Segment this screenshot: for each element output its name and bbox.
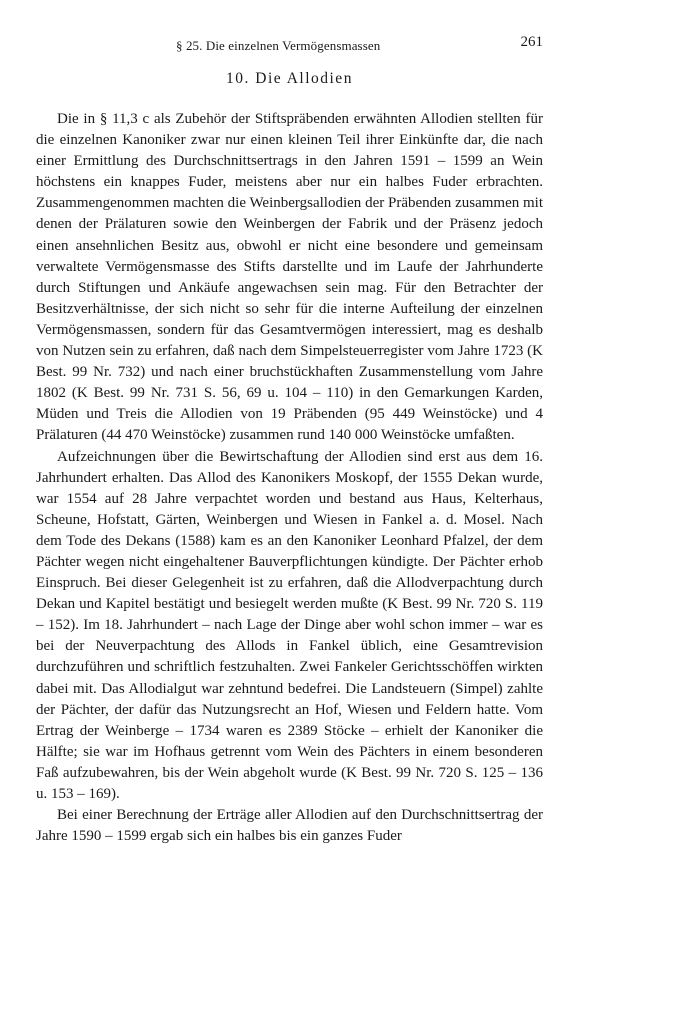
running-title: § 25. Die einzelnen Vermögensmassen (176, 38, 381, 53)
book-page (36, 30, 543, 847)
running-header (36, 30, 543, 56)
body-text (36, 109, 543, 847)
paragraph: Bei einer Berechnung der Erträge aller Allodien auf den Durchschnittsertrag der Jahre 1590 – 1599 ergab sich ein halbes bis ein ganzes Fuder (36, 807, 543, 845)
page-number: 261 (520, 34, 543, 50)
paragraph: Die in § 11,3 c als Zubehör der Stiftspräbenden erwähnten Allodien stellten für die einzelnen Kanoniker zwar nur einen kleinen Teil ihrer Einkünfte dar, die nach einer Ermittlung des Durchschnittsertrags in den Jahren 1591 – 1599 an Wein höchstens ein knappes Fuder, meistens aber nur ein halbes Fuder erbrachten. Zusammengenommen machten die Weinbergsallodien der Präbenden zusammen mit denen der Prälaturen sowie den Weinbergen der Fabrik und der Präsenz jedoch einen ansehnlichen Besitz aus, obwohl er nicht eine besondere und gemeinsam verwaltete Vermögensmasse des Stifts darstellte und im Laufe der Jahrhunderte durch Stiftungen und Ankäufe angewachsen sein mag. Für den Betrachter der Besitzverhältnisse, der sich nicht so sehr für die interne Aufteilung der einzelnen Vermögensmassen, sondern für das Gesamtvermögen interessiert, mag es deshalb von Nutzen sein zu erfahren, daß nach dem Simpelsteuerregister vom Jahre 1723 (K Best. 99 Nr. 732) und nach einer bruchstückhaften Zusammenstellung vom Jahre 1802 (K Best. 99 Nr. 731 S. 56, 69 u. 104 – 110) in den Gemarkungen Karden, Müden und Treis die Allodien von 19 Präbenden (95 449 Weinstöcke) und 4 Prälaturen (44 470 Weinstöcke) zusammen rund 140 000 Weinstöcke umfaßten. (36, 111, 543, 444)
paragraph: Aufzeichnungen über die Bewirtschaftung der Allodien sind erst aus dem 16. Jahrhundert erhalten. Das Allod des Kanonikers Moskopf, der 1555 Dekan wurde, war 1554 auf 28 Jahre verpachtet worden und bestand aus Haus, Kelterhaus, Scheune, Hofstatt, Gärten, Weinbergen und Wiesen in Fankel a. d. Mosel. Nach dem Tode des Dekans (1588) kam es an den Kanoniker Leonhard Pfalzel, der dem Pächter wegen nicht eingehaltener Bauverpflichtungen kündigte. Der Pächter erhob Einspruch. Bei dieser Gelegenheit ist zu erfahren, daß die Allodverpachtung durch Dekan und Kapitel bestätigt und besiegelt werden mußte (K Best. 99 Nr. 720 S. 119 – 152). Im 18. Jahrhundert – nach Lage der Dinge aber wohl schon immer – war es bei der Neuverpachtung des Allods in Fankel üblich, eine Gesamtrevision durchzuführen und schriftlich festzuhalten. Zwei Fankeler Gerichtsschöffen wirkten dabei mit. Das Allodialgut war zehntund bedefrei. Die Landsteuern (Simpel) zahlte der Pächter, der dafür das Nutzungsrecht an Hof, Wiesen und Feldern hatte. Vom Ertrag der Weinberge – 1734 waren es 2389 Stöcke – erhielt der Kanoniker die Hälfte; sie war im Hofhaus getrennt vom Wein des Pächters in einem besonderen Faß aufzubewahren, bis der Wein abgeholt wurde (K Best. 99 Nr. 720 S. 125 – 136 u. 153 – 169). (36, 448, 543, 802)
section-title: 10. Die Allodien (226, 70, 353, 87)
